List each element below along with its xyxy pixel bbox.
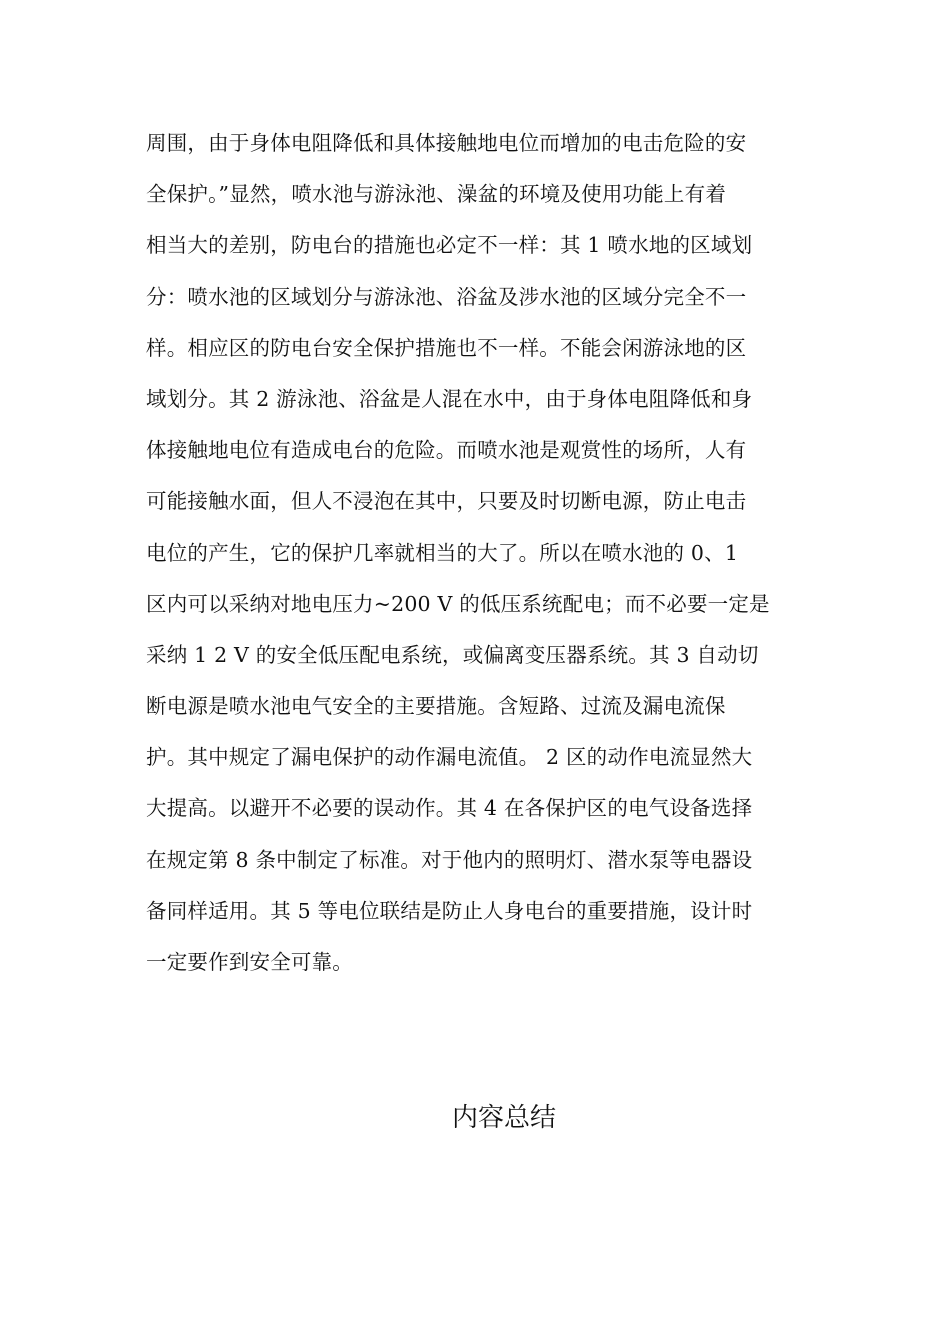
text-line: 分：喷水池的区域划分与游泳池、浴盆及涉水池的区域分完全不一: [146, 284, 747, 309]
text-line: 全保护。”显然，喷水池与游泳池、澡盆的环境及使用功能上有着: [146, 182, 727, 207]
text-line: 体接触地电位有造成电台的危险。而喷水池是观赏性的场所，人有: [146, 438, 747, 463]
text-line: 样。相应区的防电台安全保护措施也不一样。不能会闲游泳地的区: [146, 335, 747, 360]
text-line: 域划分。其 2 游泳池、浴盆是人混在水中，由于身体电阻降低和身: [146, 386, 753, 411]
text-line: 断电源是喷水池电气安全的主要措施。含短路、过流及漏电流保: [146, 694, 726, 719]
text-line: 周围，由于身体电阻降低和具体接触地电位而增加的电击危险的安: [146, 131, 747, 155]
text-line: 可能接触水面，但人不浸泡在其中，只要及时切断电源，防止电击: [146, 489, 747, 514]
body-paragraph: [146, 118, 816, 988]
text-line: 电位的产生，它的保护几率就相当的大了。所以在喷水池的 0、1: [146, 540, 739, 565]
text-line: 在规定第 8 条中制定了标准。对于他内的照明灯、潜水泵等电器设: [146, 847, 753, 872]
text-line: 一定要作到安全可靠。: [146, 950, 353, 974]
text-line: 大提高。以避开不必要的误动作。其 4 在各保护区的电气设备选择: [146, 796, 753, 821]
text-line: 备同样适用。其 5 等电位联结是防止人身电台的重要措施，设计时: [146, 898, 753, 923]
section-title: 内容总结: [451, 1103, 556, 1133]
text-line: 相当大的差别，防电台的措施也必定不一样：其 1 喷水地的区域划: [146, 233, 753, 258]
text-line: 采纳 1 2 V 的安全低压配电系统，或偏离变压器系统。其 3 自动切: [146, 642, 759, 667]
text-line: 护。其中规定了漏电保护的动作漏电流值。 2 区的动作电流显然大: [146, 745, 753, 770]
text-line: 区内可以采纳对地电压力~200 V 的低压系统配电；而不必要一定是: [146, 591, 770, 616]
